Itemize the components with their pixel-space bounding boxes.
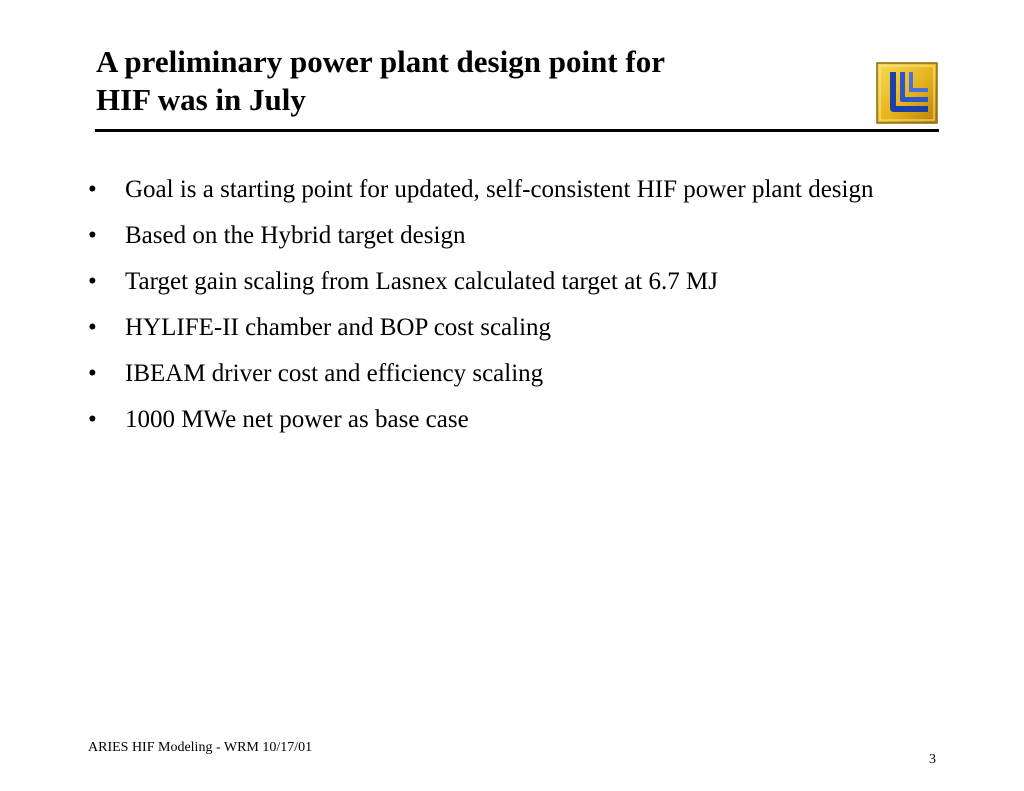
bullet-text: Goal is a starting point for updated, self-consistent HIF power plant design (125, 176, 874, 203)
slide-title-line-1: A preliminary power plant design point for (96, 44, 665, 79)
bullet-icon: • (88, 222, 97, 249)
bullet-item (88, 172, 908, 207)
title-divider (95, 129, 939, 132)
slide-title (96, 43, 836, 119)
bullet-icon: • (88, 314, 97, 341)
bullet-text: Based on the Hybrid target design (125, 222, 466, 249)
bullet-icon: • (88, 268, 97, 295)
bullet-item (88, 310, 908, 345)
bullet-text: HYLIFE-II chamber and BOP cost scaling (125, 314, 552, 341)
bullet-icon: • (88, 360, 97, 387)
bullet-item (88, 402, 908, 437)
footer-text: ARIES HIF Modeling - WRM 10/17/01 (88, 740, 313, 755)
bullet-icon: • (88, 176, 97, 203)
llnl-logo-icon (876, 62, 938, 124)
bullet-list (88, 172, 908, 448)
bullet-text: Target gain scaling from Lasnex calculated target at 6.7 MJ (125, 268, 718, 295)
bullet-item (88, 264, 908, 299)
bullet-item (88, 218, 908, 253)
page-number: 3 (929, 752, 936, 767)
slide-title-line-2: HIF was in July (96, 82, 306, 117)
bullet-item (88, 356, 908, 391)
bullet-text: 1000 MWe net power as base case (125, 406, 469, 433)
bullet-icon: • (88, 406, 97, 433)
bullet-text: IBEAM driver cost and efficiency scaling (125, 360, 544, 387)
